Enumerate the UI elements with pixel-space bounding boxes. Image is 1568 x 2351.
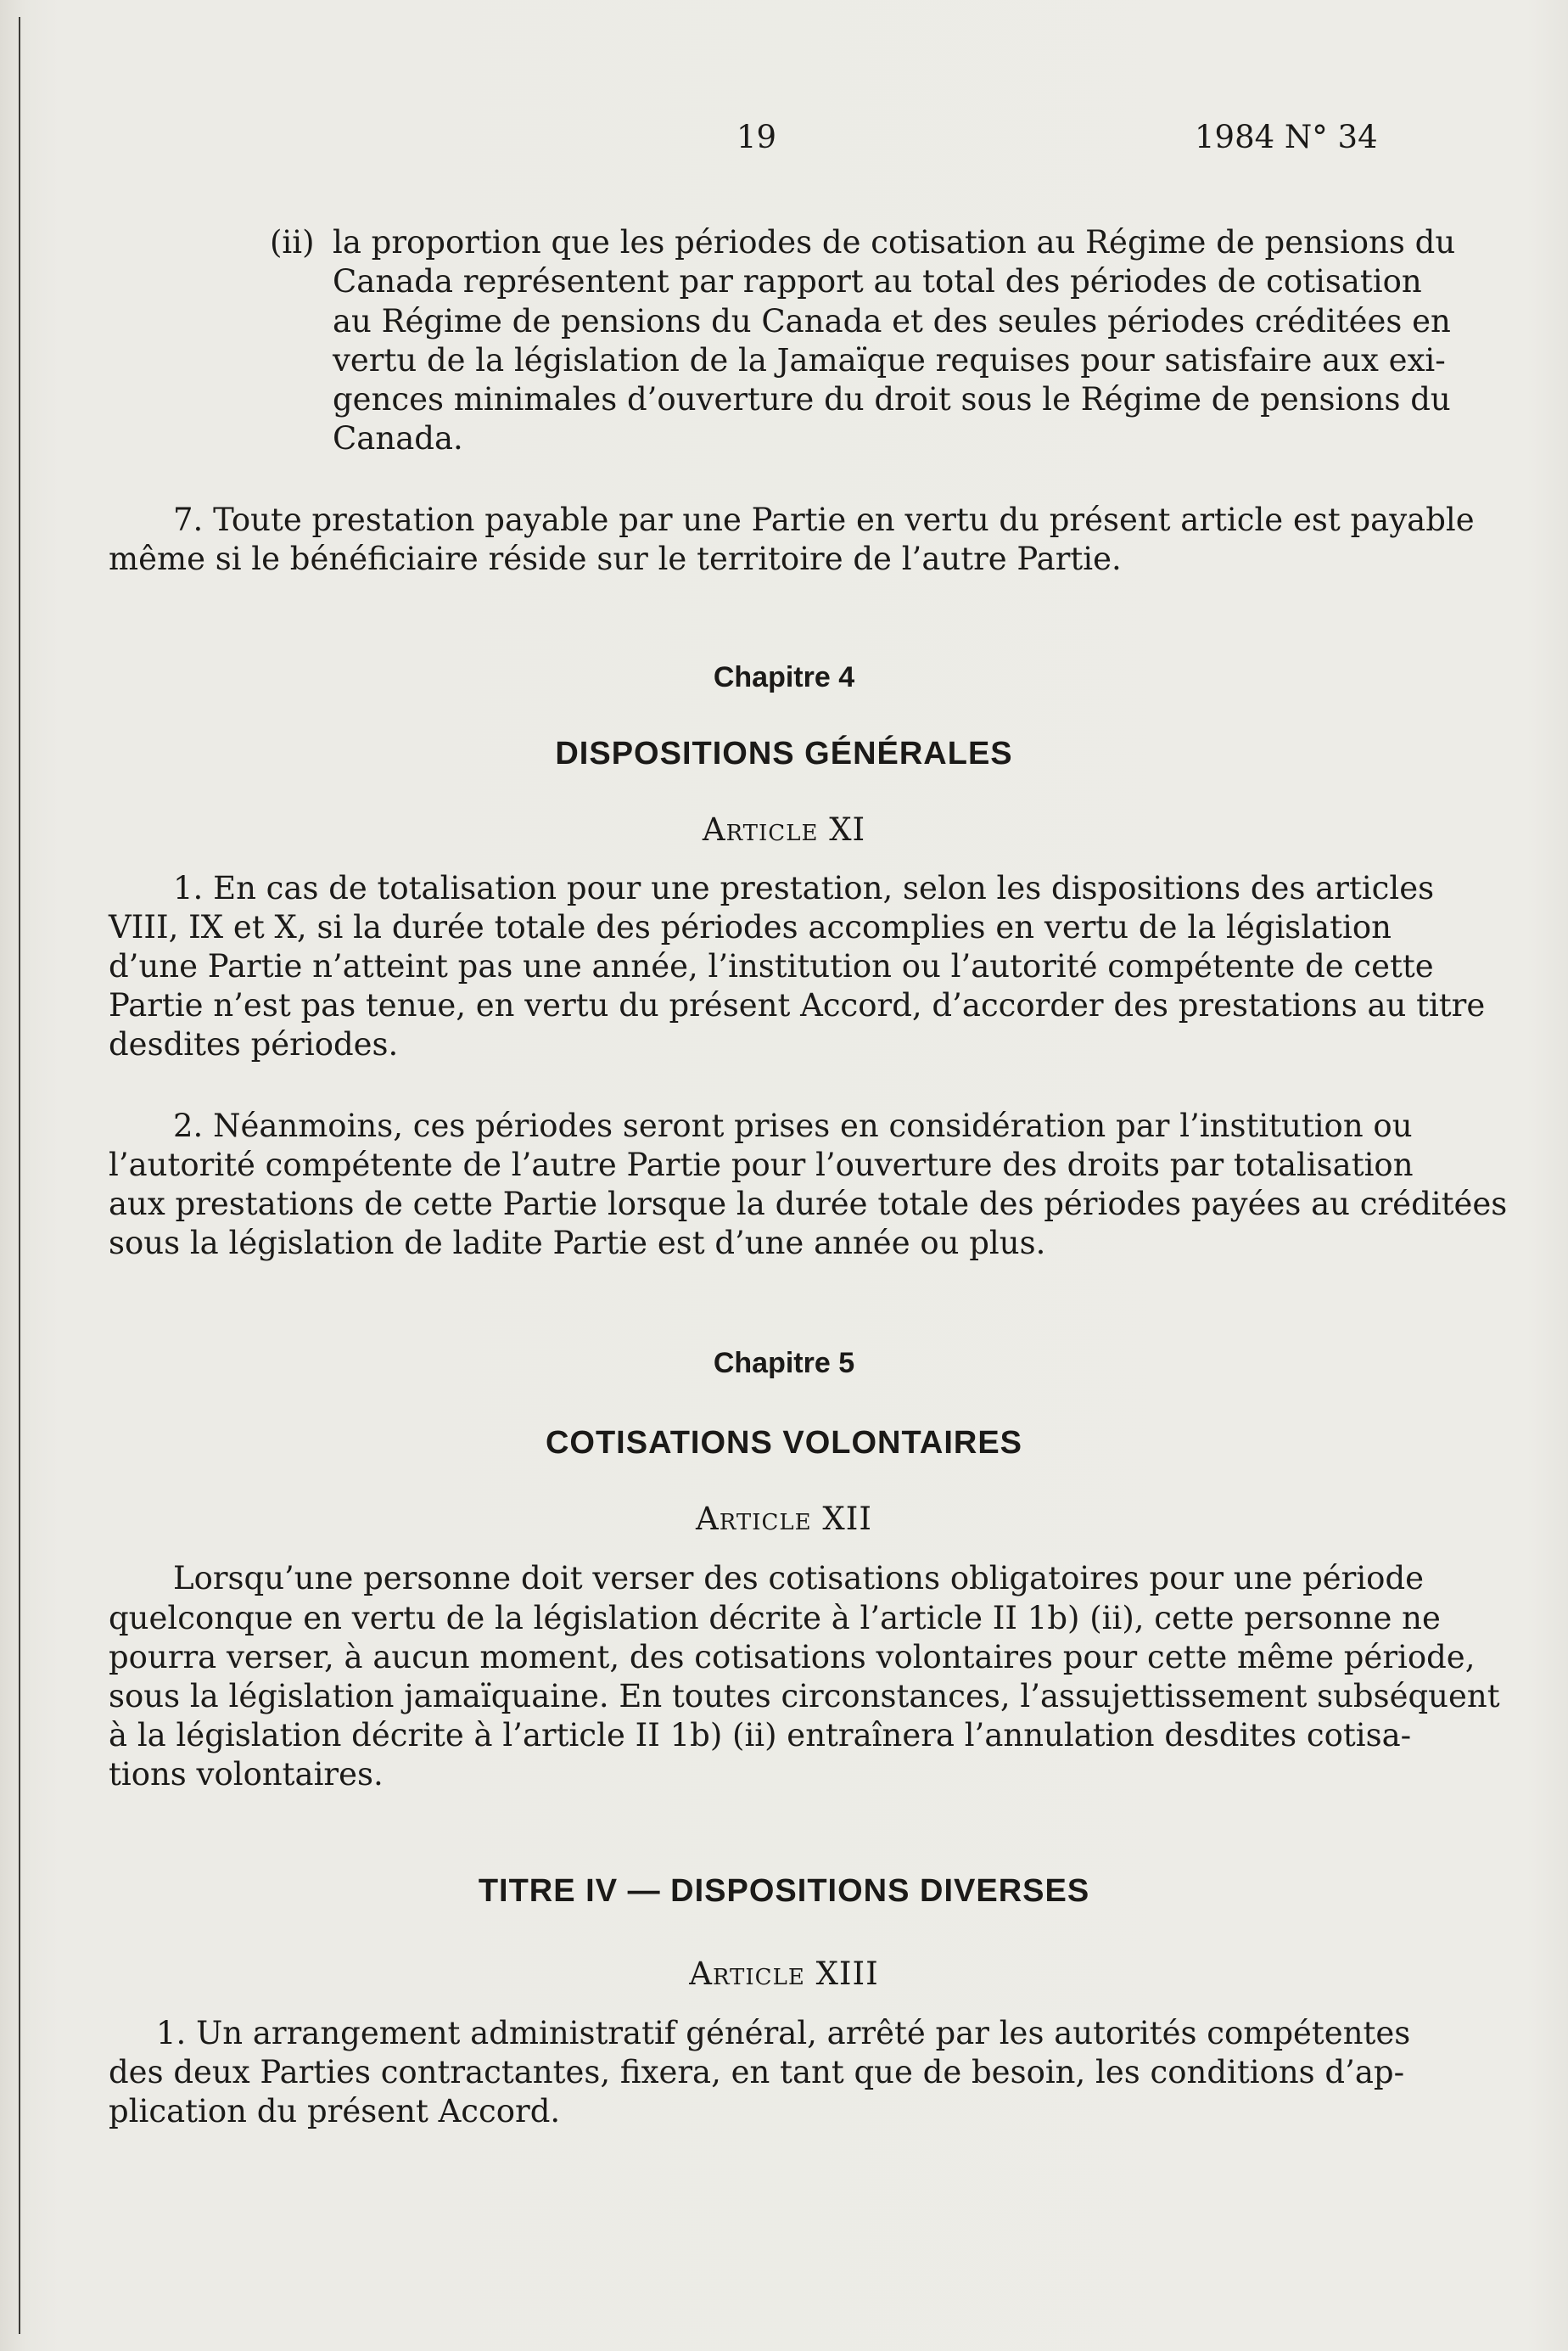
item-line: Canada. <box>333 420 463 457</box>
paragraph-line: plication du présent Accord. <box>109 2093 561 2129</box>
article-heading: Article XII <box>696 1501 872 1537</box>
paragraph-line: Lorsqu’une personne doit verser des cotisations obligatoires pour une période <box>173 1560 1425 1596</box>
paragraph-line: d’une Partie n’atteint pas une année, l’institution ou l’autorité compétente de cette <box>109 948 1434 985</box>
item-line: au Régime de pensions du Canada et des seules périodes créditées en <box>333 303 1451 339</box>
section-title: DISPOSITIONS GÉNÉRALES <box>555 736 1013 772</box>
paragraph-line: aux prestations de cette Partie lorsque la durée totale des périodes payées au créditées <box>109 1186 1508 1222</box>
document-reference: 1984 N° 34 <box>1195 119 1378 155</box>
paragraph-line: 2. Néanmoins, ces périodes seront prises en considération par l’institution ou <box>173 1108 1413 1144</box>
paragraph-line: pourra verser, à aucun moment, des cotisations volontaires pour cette même période, <box>109 1639 1476 1675</box>
paragraph-line: desdites périodes. <box>109 1026 399 1063</box>
item-line: Canada représentent par rapport au total des périodes de cotisation <box>333 263 1422 300</box>
section-title: COTISATIONS VOLONTAIRES <box>545 1425 1023 1461</box>
item-line: gences minimales d’ouverture du droit sous le Régime de pensions du <box>333 381 1451 418</box>
paragraph-line: VIII, IX et X, si la durée totale des périodes accomplies en vertu de la législation <box>109 909 1392 945</box>
title-heading: TITRE IV — DISPOSITIONS DIVERSES <box>478 1873 1090 1909</box>
paragraph-line: tions volontaires. <box>109 1756 384 1793</box>
paragraph-line: l’autorité compétente de l’autre Partie pour l’ouverture des droits par totalisation <box>109 1147 1414 1183</box>
article-heading: Article XIII <box>689 1955 879 1992</box>
paragraph-line: quelconque en vertu de la législation décrite à l’article II 1b) (ii), cette personne ne <box>109 1600 1441 1636</box>
chapter-heading: Chapitre 4 <box>713 661 855 693</box>
item-line: vertu de la législation de la Jamaïque requises pour satisfaire aux exi- <box>333 342 1446 379</box>
paragraph-line: même si le bénéficiaire réside sur le territoire de l’autre Partie. <box>109 541 1122 577</box>
chapter-heading: Chapitre 5 <box>713 1347 855 1379</box>
item-line: la proportion que les périodes de cotisation au Régime de pensions du <box>333 224 1456 261</box>
paragraph-line: 1. En cas de totalisation pour une prestation, selon les dispositions des articles <box>173 870 1435 906</box>
paragraph-line: sous la législation jamaïquaine. En toutes circonstances, l’assujettissement subséquent <box>109 1678 1500 1714</box>
paragraph-line: sous la législation de ladite Partie est d’une année ou plus. <box>109 1225 1046 1261</box>
paragraph-line: des deux Parties contractantes, fixera, en tant que de besoin, les conditions d’ap- <box>109 2054 1405 2090</box>
paragraph-line: 7. Toute prestation payable par une Partie en vertu du présent article est payable <box>173 502 1475 538</box>
article-heading: Article XI <box>702 811 866 848</box>
page-number: 19 <box>736 119 777 155</box>
paragraph-line: Partie n’est pas tenue, en vertu du présent Accord, d’accorder des prestations au titre <box>109 987 1486 1024</box>
paragraph-line: 1. Un arrangement administratif général, arrêté par les autorités compétentes <box>156 2015 1411 2051</box>
paragraph-line: à la législation décrite à l’article II 1b) (ii) entraînera l’annulation desdites cotisa- <box>109 1717 1412 1753</box>
item-marker: (ii) <box>270 224 315 261</box>
